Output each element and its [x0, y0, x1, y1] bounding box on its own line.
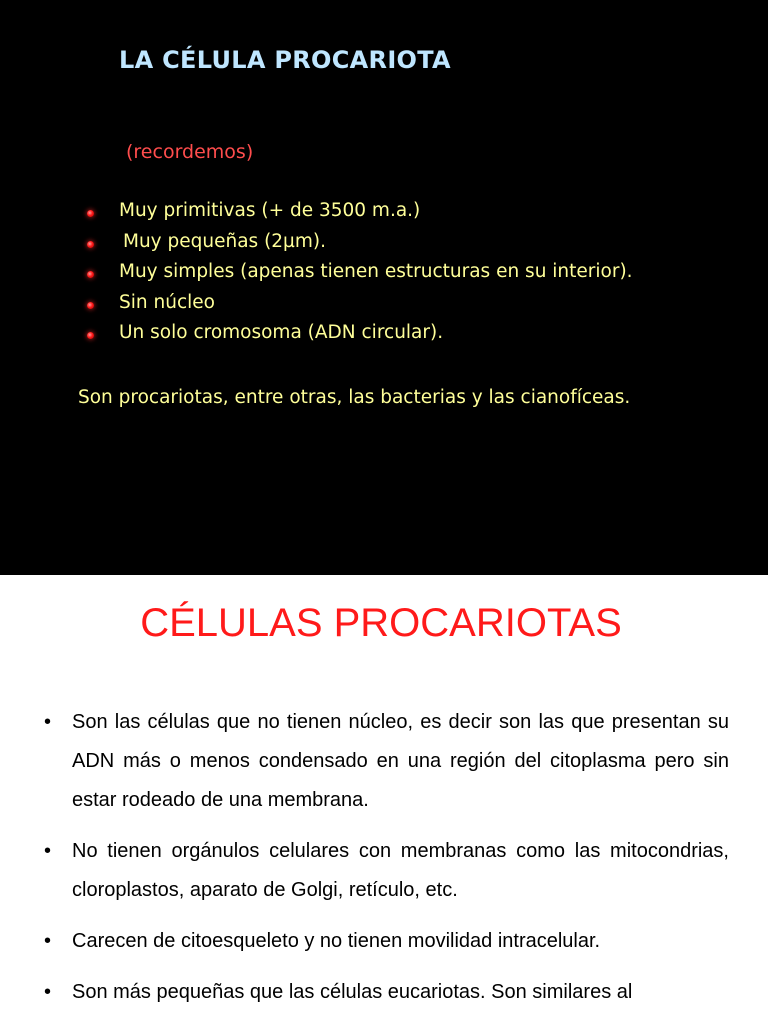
red-bullet-icon [87, 302, 94, 309]
slide-bullet-text: Muy simples (apenas tienen estructuras en su interior). [119, 261, 633, 282]
slide-title: LA CÉLULA PROCARIOTA [119, 46, 451, 74]
bullet-icon: • [44, 981, 52, 1003]
red-bullet-icon [87, 210, 94, 217]
document-list-item [44, 922, 729, 961]
document-paragraph: Son más pequeñas que las células eucariotas. Son similares al [72, 981, 633, 1003]
bullet-icon: • [44, 711, 52, 733]
document-title: CÉLULAS PROCARIOTAS [140, 601, 622, 645]
document-paragraph: Carecen de citoesqueleto y no tienen movilidad intracelular. [72, 930, 601, 952]
red-bullet-icon [87, 271, 94, 278]
red-bullet-icon [87, 332, 94, 339]
document-paragraph: Son las células que no tienen núcleo, es decir son las que presentan su ADN más o menos condensado en una región del citoplasma pero sin estar rodeado de una membrana. [72, 711, 729, 811]
document-list-item [44, 973, 729, 1012]
slide-bullet-text: Sin núcleo [119, 291, 215, 313]
slide-bullet-text: Muy pequeñas (2µm). [123, 230, 326, 252]
slide-footer-text: Son procariotas, entre otras, las bacterias y las cianofíceas. [78, 387, 631, 408]
slide-bullet-text: Muy primitivas (+ de 3500 m.a.) [119, 200, 421, 221]
red-bullet-icon [87, 241, 94, 248]
document-list-item [44, 832, 729, 910]
slide-subtitle: (recordemos) [126, 141, 254, 163]
bullet-icon: • [44, 840, 52, 862]
bullet-icon: • [44, 930, 52, 952]
document-bullet-list [44, 703, 729, 1012]
document-list-item [44, 703, 729, 820]
slide-bullet-text: Un solo cromosoma (ADN circular). [119, 322, 444, 343]
document-paragraph: No tienen orgánulos celulares con membranas como las mitocondrias, cloroplastos, aparato de Golgi, retículo, etc. [72, 840, 729, 901]
